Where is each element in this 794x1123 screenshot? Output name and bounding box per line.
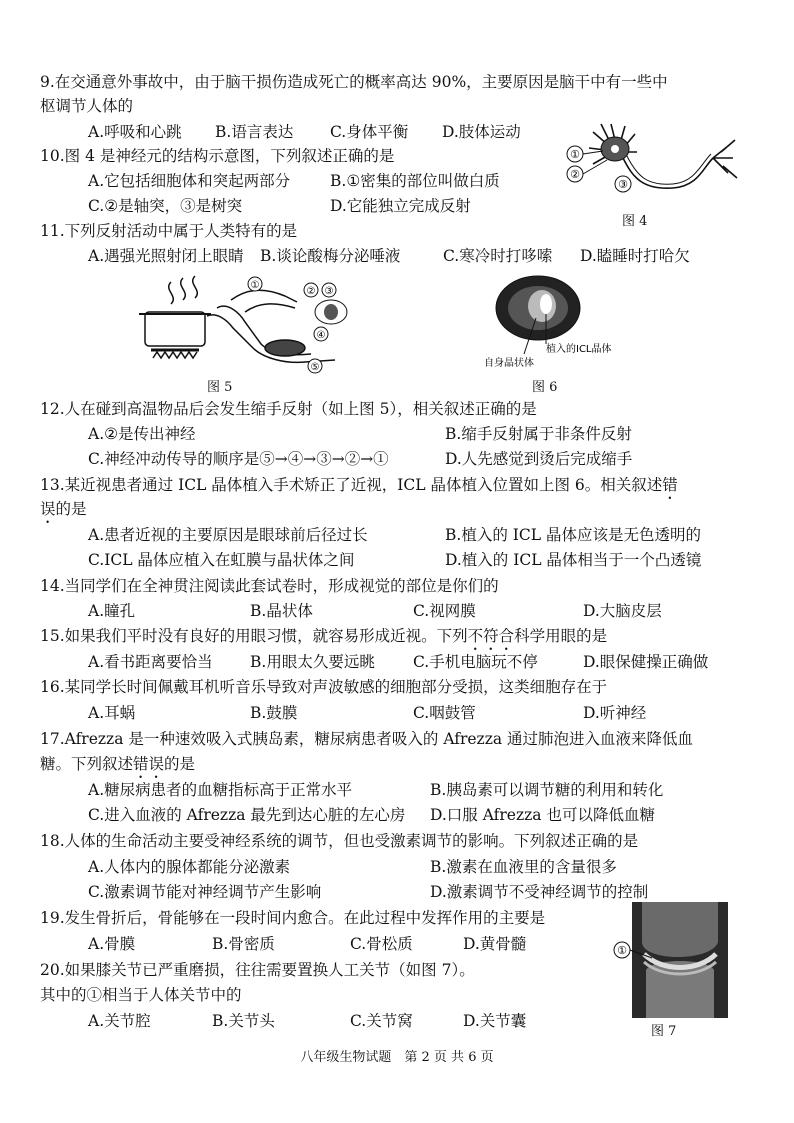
q16-option-c: C.咽鼓管 — [413, 704, 476, 722]
q12-option-b: B.缩手反射属于非条件反射 — [445, 425, 632, 443]
q11-stem: 11.下列反射活动中属于人类特有的是 — [40, 222, 298, 240]
q14-option-a: A.瞳孔 — [88, 602, 136, 620]
q17-stem-text: 糖。下列叙述 — [40, 755, 134, 773]
fig5-label-1: ① — [250, 280, 260, 291]
q17-stem-tail: 的是 — [164, 755, 196, 773]
fig5-label-5: ⑤ — [310, 362, 320, 373]
q10-option-d: D.它能独立完成反射 — [330, 197, 471, 215]
q17-emphasis: 错误 — [133, 755, 165, 773]
page-footer: 八年级生物试题 第 2 页 共 6 页 — [300, 1050, 494, 1065]
q10-option-a: A.它包括细胞体和突起两部分 — [88, 172, 291, 190]
q13-option-b: B.植入的 ICL 晶体应该是无色透明的 — [445, 526, 701, 544]
q19-option-a: A.骨膜 — [88, 935, 136, 953]
q13-stem-text: 13.某近视患者通过 ICL 晶体植入手术矫正了近视，ICL 晶体植入位置如上图 6。相关叙述 — [40, 476, 663, 494]
q13-emphasis-2: 误 — [40, 500, 56, 518]
q15-option-b: B.用眼太久要远眺 — [250, 653, 375, 671]
q16-option-b: B.鼓膜 — [250, 704, 298, 722]
q16-option-a: A.耳蜗 — [88, 704, 136, 722]
q14-option-d: D.大脑皮层 — [583, 602, 662, 620]
q13-stem-line1 — [40, 475, 678, 503]
q17-stem-line1: 17.Afrezza 是一种速效吸入式胰岛素，糖尿病患者吸入的 Afrezza 通过肺泡进入血液来降低血 — [40, 730, 694, 748]
q18-stem: 18.人体的生命活动主要受神经系统的调节，但也受激素调节的影响。下列叙述正确的是 — [40, 832, 639, 850]
q12-option-a: A.②是传出神经 — [88, 425, 196, 443]
q9-option-c: C.身体平衡 — [330, 123, 409, 141]
q13-option-a: A.患者近视的主要原因是眼球前后径过长 — [88, 526, 368, 544]
q12-stem: 12.人在碰到高温物品后会发生缩手反射（如上图 5），相关叙述正确的是 — [40, 400, 537, 418]
fig6-label-icl: 植入的ICL晶体 — [546, 344, 612, 355]
q13-emphasis-1: 错 — [662, 476, 678, 494]
q15-stem — [40, 626, 607, 654]
q15-stem-text: 15.如果我们平时没有良好的用眼习惯，就容易形成近视。下列 — [40, 627, 468, 645]
fig4-label-3: ③ — [618, 178, 628, 191]
q16-option-d: D.听神经 — [583, 704, 647, 722]
fig6-label-self-lens: 自身晶状体 — [484, 358, 534, 369]
fig5-label-4: ④ — [316, 330, 326, 341]
fig5-label-2: ② — [306, 286, 316, 297]
q20-stem-line1: 20.如果膝关节已严重磨损，往往需要置换人工关节（如图 7）。 — [40, 961, 475, 979]
q19-option-c: C.骨松质 — [350, 935, 413, 953]
q15-emphasis: 不符合 — [467, 627, 515, 645]
q19-option-d: D.黄骨髓 — [463, 935, 527, 953]
fig7-label-1: ① — [617, 944, 627, 957]
q16-stem: 16.某同学长时间佩戴耳机听音乐导致对声波敏感的细胞部分受损，这类细胞存在于 — [40, 678, 608, 696]
q20-option-d: D.关节囊 — [463, 1012, 527, 1030]
q9-option-d: D.肢体运动 — [442, 123, 521, 141]
q9-option-b: B.语言表达 — [215, 123, 294, 141]
q10-option-b: B.①密集的部位叫做白质 — [330, 172, 500, 190]
q13-stem-tail: 的是 — [55, 500, 87, 518]
fig4-caption: 图 4 — [622, 214, 648, 229]
fig6-caption: 图 6 — [532, 380, 558, 395]
fig7-caption: 图 7 — [651, 1024, 677, 1039]
q20-option-b: B.关节头 — [212, 1012, 275, 1030]
q20-stem-line2: 其中的①相当于人体关节中的 — [40, 986, 242, 1004]
q19-option-b: B.骨密质 — [212, 935, 275, 953]
q17-option-a: A.糖尿病患者的血糖指标高于正常水平 — [88, 781, 353, 799]
q13-option-d: D.植入的 ICL 晶体相当于一个凸透镜 — [445, 551, 702, 569]
q20-option-a: A.关节腔 — [88, 1012, 151, 1030]
q18-option-a: A.人体内的腺体都能分泌激素 — [88, 858, 291, 876]
q15-option-c: C.手机电脑玩不停 — [413, 653, 538, 671]
q10-stem: 10.图 4 是神经元的结构示意图，下列叙述正确的是 — [40, 147, 395, 165]
q11-option-d: D.瞌睡时打哈欠 — [580, 247, 690, 265]
q11-option-c: C.寒冷时打哆嗦 — [443, 247, 553, 265]
q17-stem-line2 — [40, 754, 195, 782]
q17-option-c: C.进入血液的 Afrezza 最先到达心脏的左心房 — [88, 806, 406, 824]
q15-option-d: D.眼保健操正确做 — [583, 653, 709, 671]
fig5-caption: 图 5 — [207, 380, 233, 395]
q20-option-c: C.关节窝 — [350, 1012, 413, 1030]
q9-stem-line2: 枢调节人体的 — [40, 97, 134, 115]
q9-option-a: A.呼吸和心跳 — [88, 123, 182, 141]
q17-option-b: B.胰岛素可以调节糖的利用和转化 — [430, 781, 664, 799]
q17-option-d: D.口服 Afrezza 也可以降低血糖 — [430, 806, 655, 824]
q19-stem: 19.发生骨折后，骨能够在一段时间内愈合。在此过程中发挥作用的主要是 — [40, 909, 546, 927]
knee-joint-figure — [612, 902, 732, 1018]
q13-stem-line2 — [40, 499, 87, 527]
q12-option-d: D.人先感觉到烫后完成缩手 — [445, 450, 633, 468]
q15-stem-tail: 科学用眼的是 — [514, 627, 608, 645]
q12-option-c: C.神经冲动传导的顺序是⑤→④→③→②→① — [88, 450, 389, 468]
fig5-label-3: ③ — [324, 286, 334, 297]
q11-option-a: A.遇强光照射闭上眼睛 — [88, 247, 244, 265]
reflex-arc-figure — [135, 272, 375, 374]
fig4-label-1: ① — [570, 148, 580, 161]
q18-option-c: C.激素调节能对神经调节产生影响 — [88, 883, 322, 901]
q14-option-b: B.晶状体 — [250, 602, 313, 620]
q18-option-d: D.激素调节不受神经调节的控制 — [430, 883, 649, 901]
eye-icl-figure — [480, 270, 612, 370]
q14-option-c: C.视网膜 — [413, 602, 476, 620]
fig4-label-2: ② — [570, 168, 580, 181]
q13-option-c: C.ICL 晶体应植入在虹膜与晶状体之间 — [88, 551, 355, 569]
q15-option-a: A.看书距离要恰当 — [88, 653, 213, 671]
neuron-figure — [563, 118, 743, 213]
q18-option-b: B.激素在血液里的含量很多 — [430, 858, 617, 876]
q9-stem-line1: 9.在交通意外事故中，由于脑干损伤造成死亡的概率高达 90%，主要原因是脑干中有一些中 — [40, 73, 668, 91]
q11-option-b: B.谈论酸梅分泌唾液 — [260, 247, 401, 265]
q10-option-c: C.②是轴突，③是树突 — [88, 197, 243, 215]
q14-stem: 14.当同学们在全神贯注阅读此套试卷时，形成视觉的部位是你们的 — [40, 577, 499, 595]
